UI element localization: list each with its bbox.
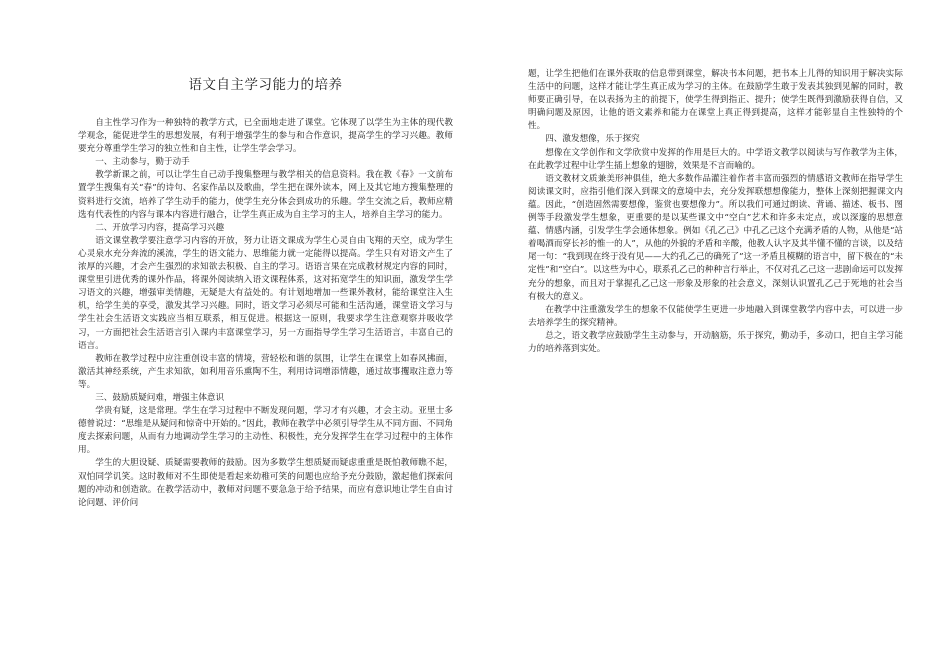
paragraph: 教师在教学过程中应注重创设丰富的情境，营轻松和谐的氛围，让学生在课堂上如春风拂面，激活其神经系统，产生求知欲，如利用音乐熏陶不生，利用诗词增添情趣，通过故事攫取注意力等等。 — [78, 353, 453, 390]
continued-paragraph: 题，让学生把他们在课外获取的信息带到课堂，解决书本问题，把书本上儿得的知识用于解决实际生活中的问题，这样才能让学生真正成为学习的主体。在鼓励学生敢于发表其独到见解的同时，教师要正确引导，在以表扬为主的前提下，使学生得到指正、提升；使学生既得到激励获得自信，又明确问题及原因，让他的语文素养和能力在课堂上真正得到提高，这样才能彰显自主性独特的个性。 — [528, 69, 903, 132]
paragraph: 教学新课之前，可以让学生自己动手搜集整理与教学相关的信息资料。我在教《春》一文前布置学生搜集有关“春”的诗句、名家作品以及歌曲，学生把在课外读本，网上及其它地方搜集整理的资料进行交流，培养了学生动手的能力，使学生充分体会到成功的乐趣。学生交流之后，教师应精选有代表性的内容与课本内容进行融合，让学生真正成为自主学习的主人，培养自主学习的能力。 — [78, 170, 453, 220]
section-heading-2: 二、开放学习内容，提高学习兴趣 — [95, 222, 225, 233]
paragraph: 学贵有疑，这是常理。学生在学习过程中不断发现问题，学习才有兴趣，才会主动。亚里士多德曾说过：“思维是从疑问和惊奇中开始的。”因此，教师在教学中必须引导学生从不同方面、不同角度去探索问题，从而有力地调动学生学习的主动性、积极性，充分发挥学生在学习过程中的主体作用。 — [78, 406, 453, 456]
paragraph: 语文课堂教学要注意学习内容的开放，努力让语文课成为学生心灵自由飞翔的天空，成为学生心灵泉水充分奔流的溪流，学生的语文能力、思维能力就一定能得以提高。学生只有对语文产生了浓厚的兴趣，才会产生强烈的求知欲去积极、自主的学习。语语言果在完成教材规定内容的同时，课堂里引进优秀的课外作品，将课外阅读纳入语文课程体系，这对拓宽学生的知识面，激发学生学习语文的兴趣，增强审美情趣，无疑是大有益处的。有计划地增加一些课外教材，能给课堂注入生机，给学生美的享受，激发其学习兴趣。同时，语文学习必须尽可能和生活沟通，课堂语文学习与学生社会生活语文实践应当相互联系，相互促进。根据这一原则，我要求学生注意观察并吸收学习，一方面把社会生活语言引入课内丰富课堂学习，另一方面指导学生学习生活语言，丰富自己的语言。 — [78, 235, 453, 351]
document-title: 语文自主学习能力的培养 — [188, 77, 343, 93]
left-column — [78, 75, 453, 510]
paragraph: 在教学中注重激发学生的想象不仅能使学生更进一步地融入到课堂教学内容中去，可以进一步去培养学生的探究精神。 — [528, 304, 903, 328]
section-heading-3: 三、鼓励质疑问难，增强主体意识 — [95, 392, 225, 403]
conclusion-paragraph: 总之，语文教学应鼓励学生主动参与，开动脑筋，乐于探究，勤动手，多动口，把自主学习能力的培养落到实处。 — [528, 330, 903, 354]
section-heading-4: 四、激发想像，乐于探究 — [545, 134, 640, 145]
paragraph: 语文教材文质兼美形神俱佳，绝大多数作品灌注着作者丰富而强烈的情感语文教师在指导学生阅读课文时，应指引他们深入到课文的意境中去，充分发挥联想想像能力，整体上深刻把握课文内蕴。因此，“创造固然需要想像，鉴赏也要想像力”。所以我们可通过朗读、背诵、描述、板书、图例等手段激发学生想象，更重要的是以某些课文中“空白”艺术和许多未定点，或以深邃的思想意蕴、情感内涵，引发学生学会通体想象。例如《孔乙己》中孔乙己这个充满矛盾的人物，从他是“站着喝酒而穿长衫的惟一的人”，从他的外貌的矛盾和辛酸，他教人认字及其半懂不懂的言谈，以及结尾一句：“我到现在终于没有见——大约孔乙己的确死了”这一矛盾且模糊的语言中，留下极在的“未定性”和“空白”。以这些为中心，联系孔乙己的种种言行举止，不仅对孔乙己这一悲剧命运可以发挥充分的想象，而且对于掌握孔乙己这一形象及形象的社会意义，深刻认识置孔乙己于死地的社会当有极大的意义。 — [528, 173, 903, 302]
intro-paragraph: 自主性学习作为一种独特的教学方式，已全面地走进了课堂。它体现了以学生为主体的现代教学观念，能促进学生的思想发展，有利于增强学生的参与和合作意识，提高学生的学习兴趣。教师要充分尊重学生学习的独立性和自主性，让学生学会学习。 — [78, 118, 453, 155]
right-column — [528, 68, 903, 356]
section-heading-1: 一、主动参与，勤于动手 — [95, 157, 190, 168]
paragraph: 想像在文学创作和文学欣赏中发挥的作用是巨大的。中学语文教学以阅读与写作教学为主体，在此教学过程中让学生插上想象的翅膀，效果是不言而喻的。 — [528, 147, 903, 171]
paragraph: 学生的大胆设疑、质疑需要教师的鼓励。因为多数学生想质疑而疑虑重重是既怕教师瞧不起，双怕同学讥笑。这时教师对不生即使是看起来幼稚可笑的问题也应给予充分鼓励，激起他们探索问题的冲动和创造欲。在教学活动中，教师对问题不要急急于给予结果，而应有意识地让学生自由讨论问题、评价问 — [78, 458, 453, 508]
